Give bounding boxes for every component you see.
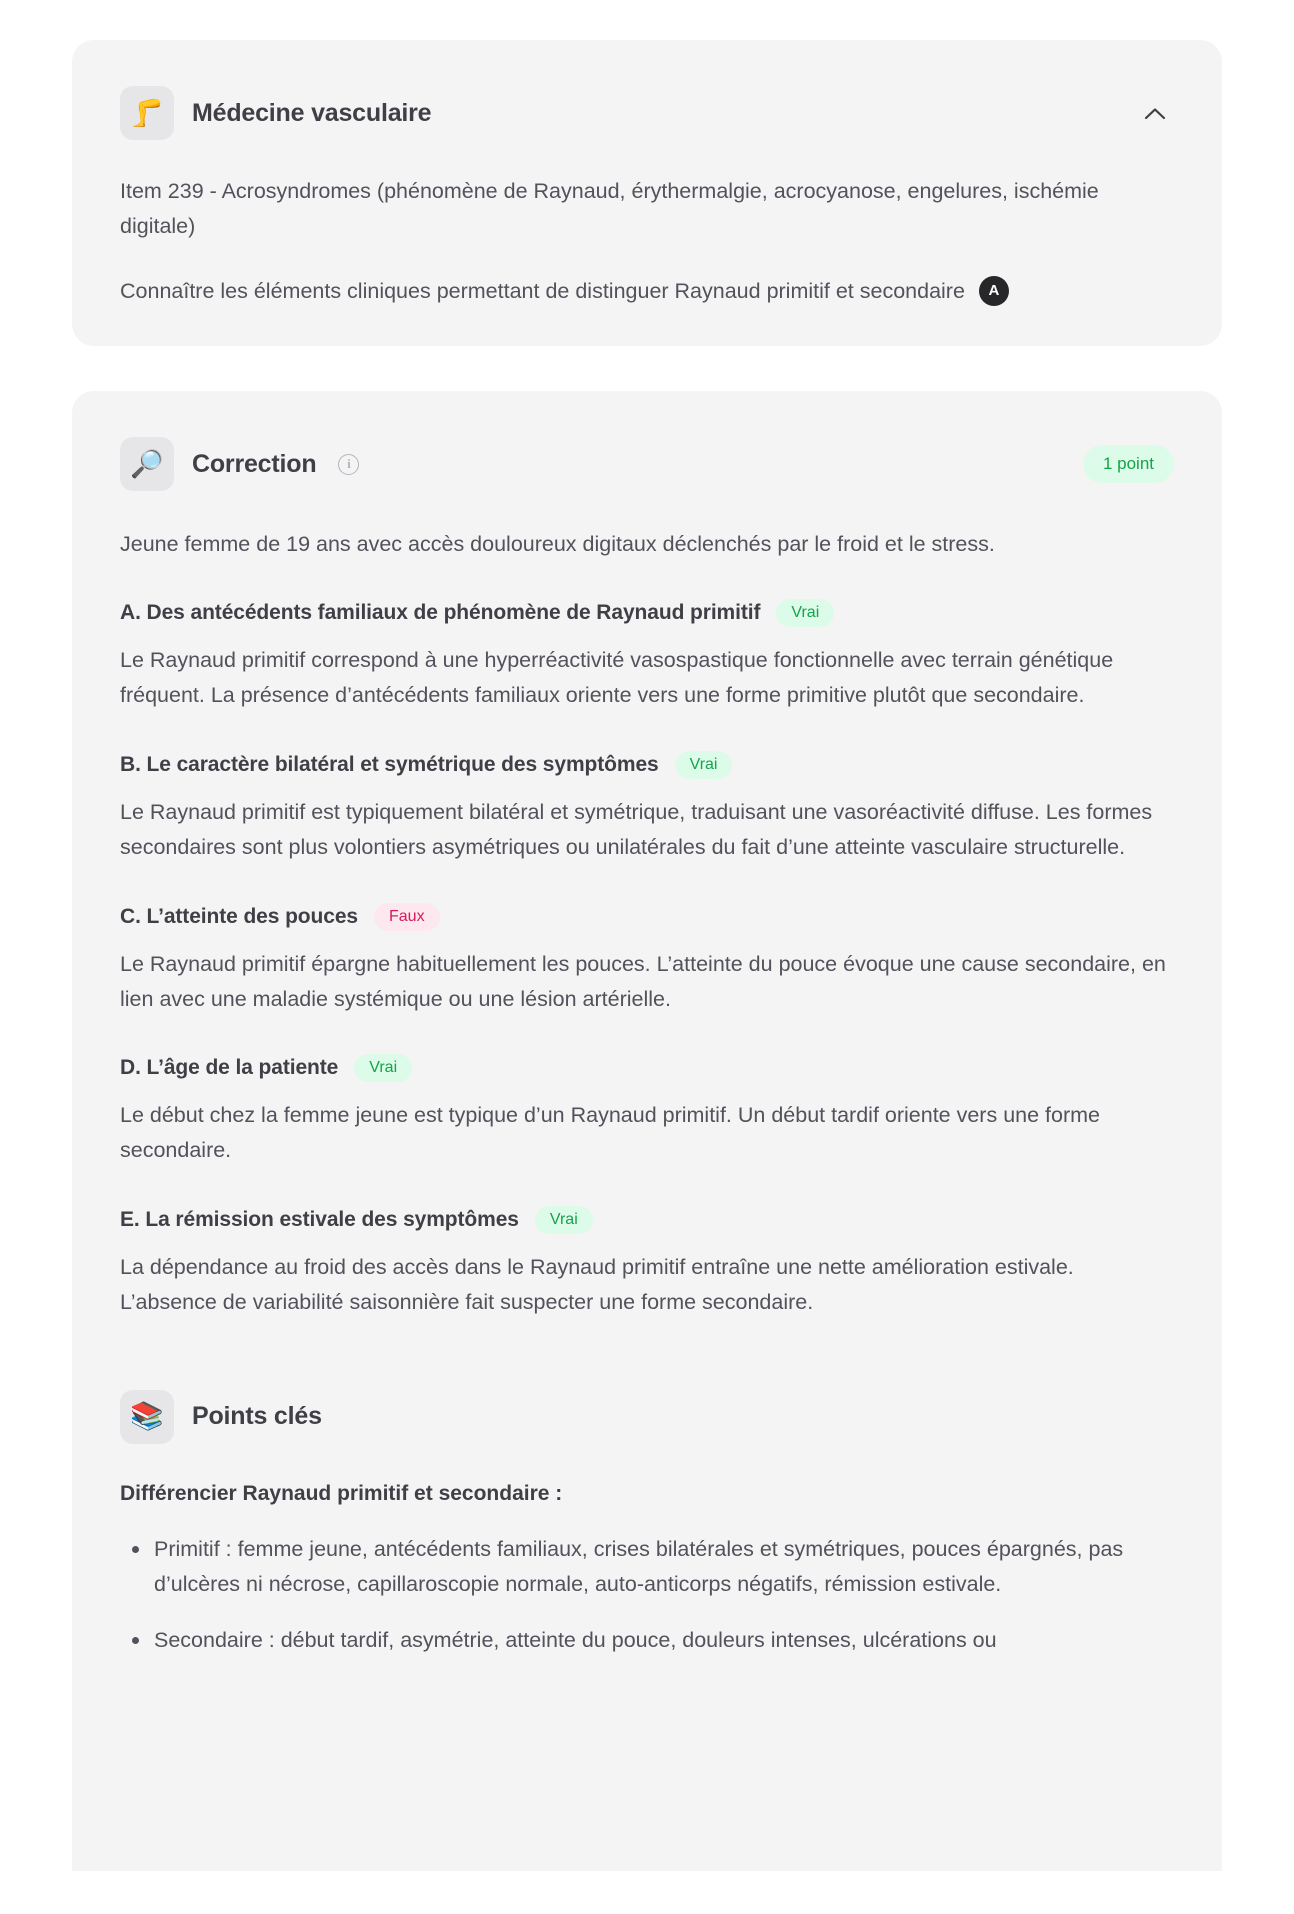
- topic-item-text: Item 239 - Acrosyndromes (phénomène de Raynaud, érythermalgie, acrocyanose, engelures, ischémie digitale): [120, 179, 1099, 238]
- answer-explanation: Le Raynaud primitif est typiquement bilatéral et symétrique, traduisant une vasoréactivité diffuse. Les formes secondaires sont plus volontiers asymétriques ou unilatérales du fait d’une atteinte vasculaire structurelle.: [120, 800, 1153, 859]
- topic-objective-row: [120, 274, 1174, 308]
- leg-emoji-icon: 🦵: [120, 86, 174, 140]
- list-item: Secondaire : début tardif, asymétrie, atteinte du pouce, douleurs intenses, ulcérations ou: [154, 1623, 1174, 1658]
- topic-card: [72, 40, 1222, 346]
- answer-explanation: La dépendance au froid des accès dans le Raynaud primitif entraîne une nette amélioration estivale. L’absence de variabilité saisonnière fait suspecter une forme secondaire.: [120, 1255, 1074, 1314]
- verdict-badge: Vrai: [675, 751, 733, 779]
- verdict-badge: Vrai: [354, 1054, 412, 1082]
- answer-label: C. L’atteinte des pouces: [120, 904, 358, 928]
- correction-header-left: [120, 437, 359, 491]
- keypoints-section: [120, 1390, 1174, 1658]
- verdict-badge: Vrai: [776, 599, 834, 627]
- collapse-toggle-button[interactable]: [1138, 101, 1172, 126]
- answer-label: B. Le caractère bilatéral et symétrique des symptômes: [120, 753, 659, 777]
- answer-item: [120, 1206, 1174, 1320]
- answers-list: [120, 599, 1174, 1319]
- correction-card-header: [120, 437, 1174, 491]
- answer-label: D. L’âge de la patiente: [120, 1056, 339, 1080]
- answer-header: [120, 599, 1174, 627]
- chevron-up-icon: [1144, 107, 1166, 120]
- books-icon: 📚: [120, 1390, 174, 1444]
- verdict-badge: Faux: [374, 903, 440, 931]
- keypoints-list: [120, 1532, 1174, 1658]
- keypoints-header: [120, 1390, 1174, 1444]
- magnifying-glass-icon: 🔎: [120, 437, 174, 491]
- clinical-vignette: Jeune femme de 19 ans avec accès douloureux digitaux déclenchés par le froid et le stress.: [120, 532, 995, 557]
- rank-badge: A: [979, 276, 1009, 306]
- answer-explanation: Le début chez la femme jeune est typique d’un Raynaud primitif. Un début tardif oriente vers une forme secondaire.: [120, 1103, 1100, 1163]
- keypoints-title: Points clés: [192, 1402, 322, 1431]
- correction-card: [72, 391, 1222, 1871]
- answer-header: [120, 903, 1174, 931]
- topic-title: Médecine vasculaire: [192, 98, 432, 127]
- topic-card-header: [120, 86, 1174, 140]
- topic-header-left: [120, 86, 431, 140]
- verdict-badge: Vrai: [535, 1206, 593, 1234]
- answer-label: A. Des antécédents familiaux de phénomène de Raynaud primitif: [120, 601, 761, 625]
- answer-explanation: Le Raynaud primitif correspond à une hyperréactivité vasospastique fonctionnelle avec terrain génétique fréquent. La présence d’antécédents familiaux oriente vers une forme primitive plutôt que secondaire.: [120, 648, 1114, 708]
- answer-item: [120, 1054, 1174, 1168]
- info-icon[interactable]: i: [338, 454, 359, 475]
- topic-objective-text: Connaître les éléments cliniques permettant de distinguer Raynaud primitif et secondaire: [120, 278, 965, 303]
- answer-label: E. La rémission estivale des symptômes: [120, 1208, 519, 1232]
- answer-header: [120, 1054, 1174, 1082]
- list-item: Primitif : femme jeune, antécédents familiaux, crises bilatérales et symétriques, pouces épargnés, pas d’ulcères ni nécrose, capillaroscopie normale, auto-anticorps négatifs, rémission estivale.: [154, 1532, 1174, 1602]
- answer-item: [120, 599, 1174, 713]
- answer-header: [120, 1206, 1174, 1234]
- answer-item: [120, 751, 1174, 865]
- answer-item: [120, 903, 1174, 1017]
- keypoints-lead: Différencier Raynaud primitif et secondaire :: [120, 1481, 563, 1505]
- answer-header: [120, 751, 1174, 779]
- answer-explanation: Le Raynaud primitif épargne habituellement les pouces. L’atteinte du pouce évoque une cause secondaire, en lien avec une maladie systémique ou une lésion artérielle.: [120, 951, 1166, 1011]
- points-badge: 1 point: [1083, 445, 1174, 483]
- correction-title: Correction: [192, 449, 317, 478]
